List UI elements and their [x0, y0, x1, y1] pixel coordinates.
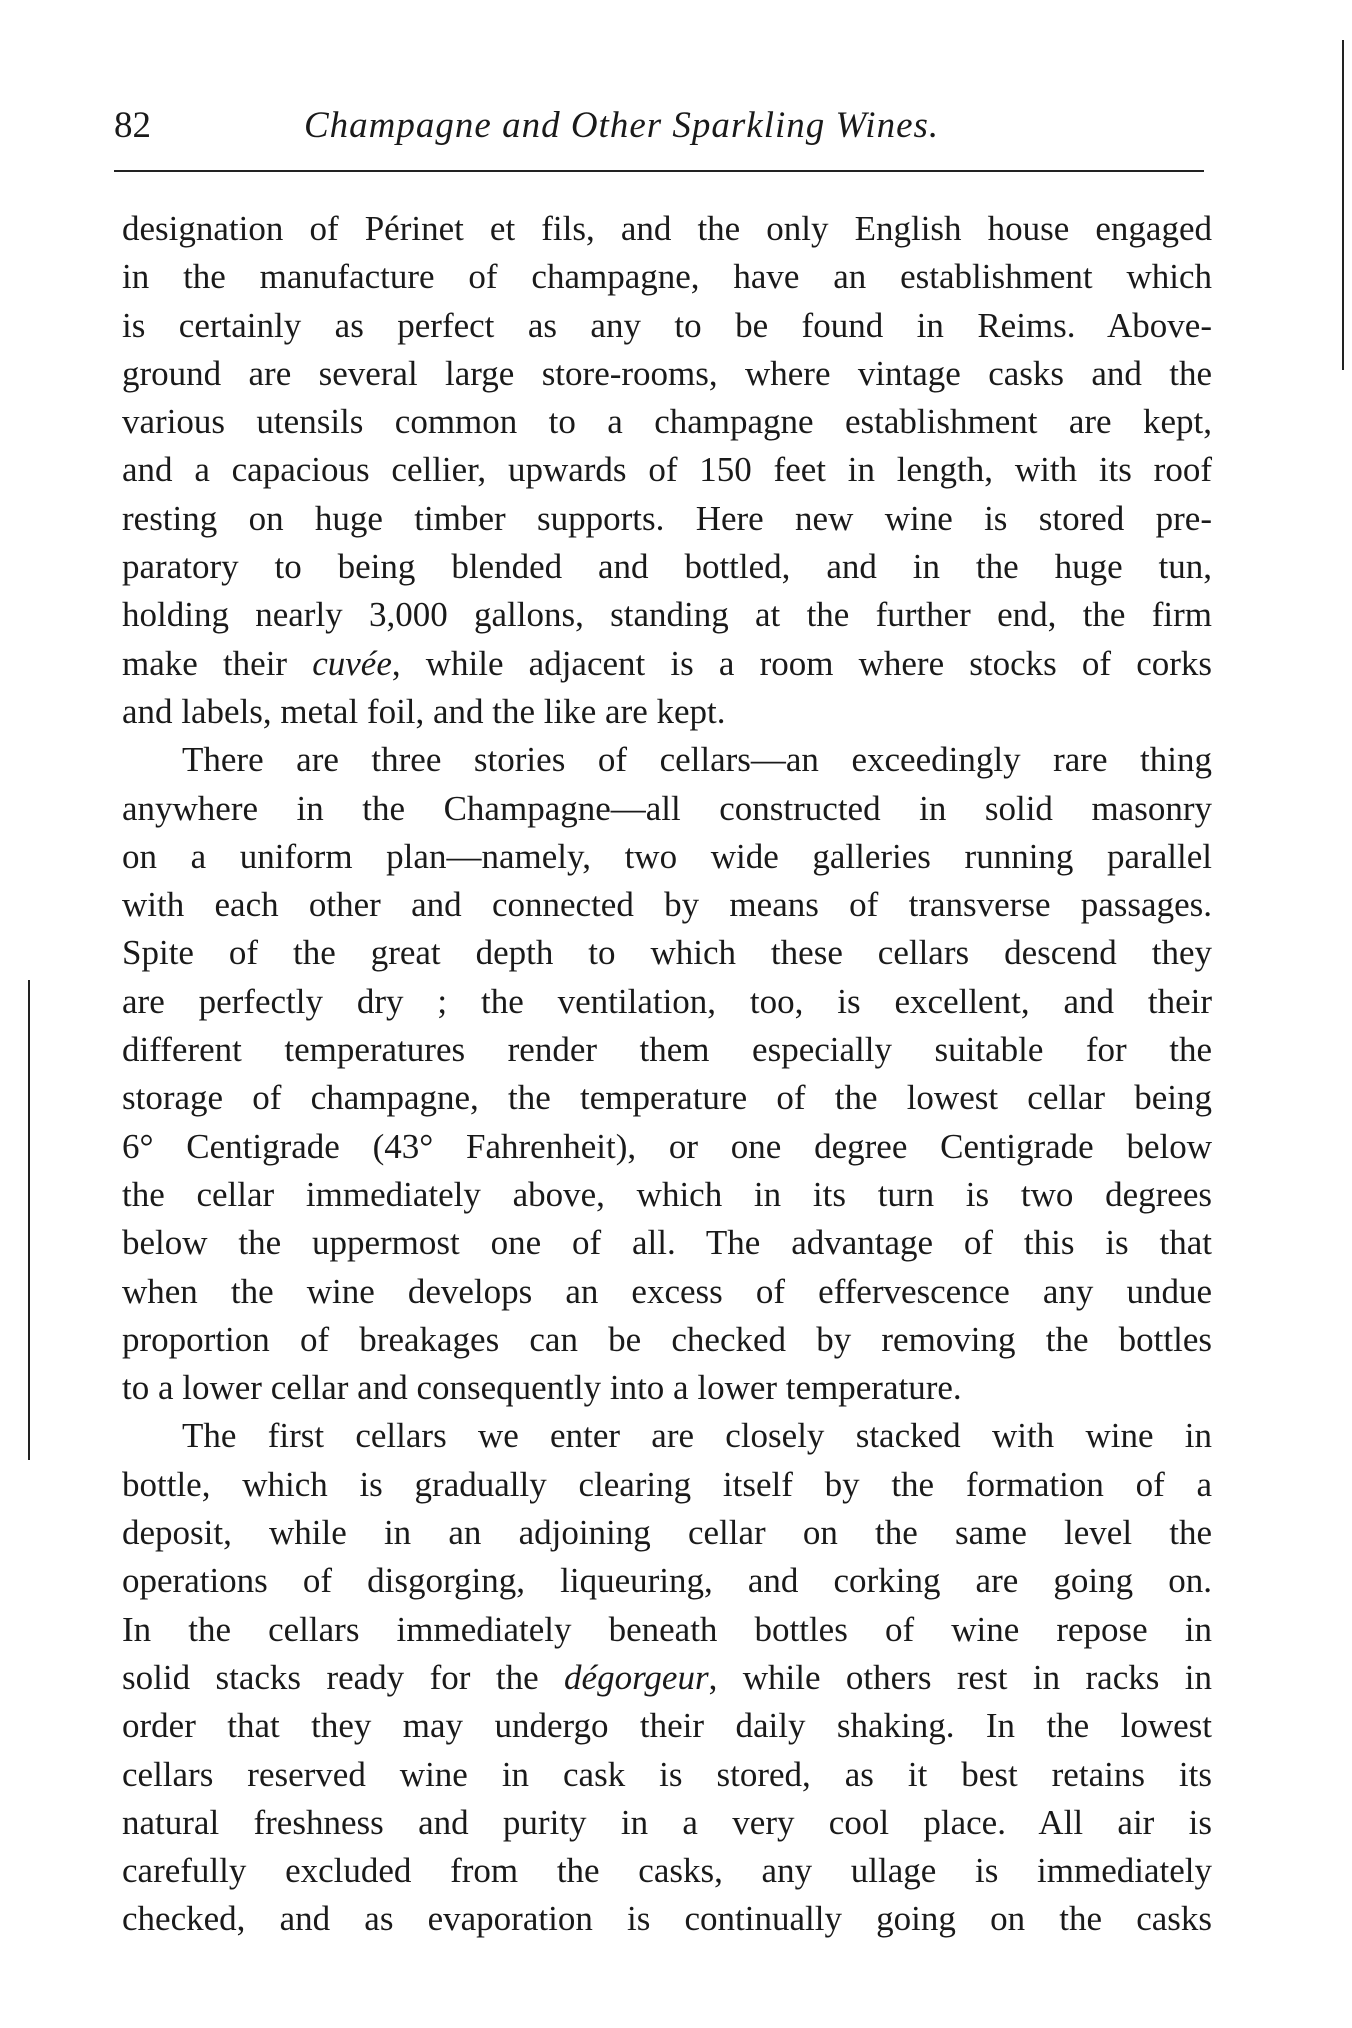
text-line: natural freshness and purity in a very cool place. All air is — [122, 1802, 1212, 1842]
text-line: ground are several large store-rooms, where vintage casks and the — [122, 353, 1212, 393]
text-line: various utensils common to a champagne establishment are kept, — [122, 402, 1212, 442]
text-line: checked, and as evaporation is continually going on the casks — [122, 1899, 1212, 1939]
text-run: , while adjacent is a room where stocks of corks — [391, 643, 1212, 683]
binding-edge-mark — [1342, 40, 1344, 370]
header-rule — [114, 170, 1204, 172]
text-run: make their — [122, 643, 313, 683]
text-line: cellars reserved wine in cask is stored, as it best retains its — [122, 1754, 1212, 1794]
text-line: Spite of the great depth to which these cellars descend they — [122, 933, 1212, 973]
text-line: is certainly as perfect as any to be found in Reims. Above- — [122, 305, 1212, 345]
text-line: with each other and connected by means of transverse passages. — [122, 885, 1212, 925]
text-line: are perfectly dry ; the ventilation, too, is excellent, and their — [122, 981, 1212, 1021]
text-line — [122, 1654, 1212, 1702]
text-line: different temperatures render them especially suitable for the — [122, 1030, 1212, 1070]
text-line: operations of disgorging, liqueuring, and corking are going on. — [122, 1561, 1212, 1601]
text-line: the cellar immediately above, which in its turn is two degrees — [122, 1174, 1212, 1214]
binding-edge-mark — [28, 980, 30, 1460]
italic-term: dégorgeur — [564, 1657, 709, 1697]
text-line: bottle, which is gradually clearing itself by the formation of a — [122, 1464, 1212, 1504]
running-title: Champagne and Other Sparkling Wines. — [304, 105, 940, 146]
text-line: order that they may undergo their daily shaking. In the lowest — [122, 1706, 1212, 1746]
text-run: solid stacks ready for the — [122, 1657, 565, 1697]
text-line: when the wine develops an excess of effervescence any undue — [122, 1271, 1212, 1311]
text-line: designation of Périnet et fils, and the only English house engaged — [122, 209, 1212, 248]
text-line: to a lower cellar and consequently into a lower temperature. — [122, 1368, 962, 1408]
text-line: deposit, while in an adjoining cellar on the same level the — [122, 1513, 1212, 1553]
text-line: carefully excluded from the casks, any ullage is immediately — [122, 1851, 1212, 1891]
text-line: below the uppermost one of all. The advantage of this is that — [122, 1223, 1212, 1263]
text-line: In the cellars immediately beneath bottles of wine repose in — [122, 1609, 1212, 1649]
text-line: on a uniform plan—namely, two wide galleries running parallel — [122, 836, 1212, 876]
text-line: anywhere in the Champagne—all constructed in solid masonry — [122, 788, 1212, 828]
text-line: The first cellars we enter are closely stacked with wine in — [182, 1416, 1212, 1456]
text-line: There are three stories of cellars—an exceedingly rare thing — [182, 740, 1212, 780]
text-line: in the manufacture of champagne, have an establishment which — [122, 257, 1212, 297]
page-header — [114, 96, 1204, 156]
text-line: and a capacious cellier, upwards of 150 feet in length, with its roof — [122, 450, 1212, 490]
text-line: and labels, metal foil, and the like are kept. — [122, 691, 726, 731]
italic-term: cuvée — [312, 643, 392, 683]
text-run: , while others rest in racks in — [708, 1657, 1212, 1697]
text-line: resting on huge timber supports. Here new wine is stored pre- — [122, 498, 1212, 538]
text-line: storage of champagne, the temperature of the lowest cellar being — [122, 1078, 1212, 1118]
text-line: proportion of breakages can be checked by removing the bottles — [122, 1319, 1212, 1359]
page-number: 82 — [114, 105, 151, 146]
text-line: 6° Centigrade (43° Fahrenheit), or one degree Centigrade below — [122, 1126, 1212, 1166]
body-text — [122, 205, 1212, 1944]
text-line: holding nearly 3,000 gallons, standing at the further end, the firm — [122, 595, 1212, 635]
text-line — [122, 640, 1212, 688]
text-line: paratory to being blended and bottled, and in the huge tun, — [122, 547, 1212, 587]
